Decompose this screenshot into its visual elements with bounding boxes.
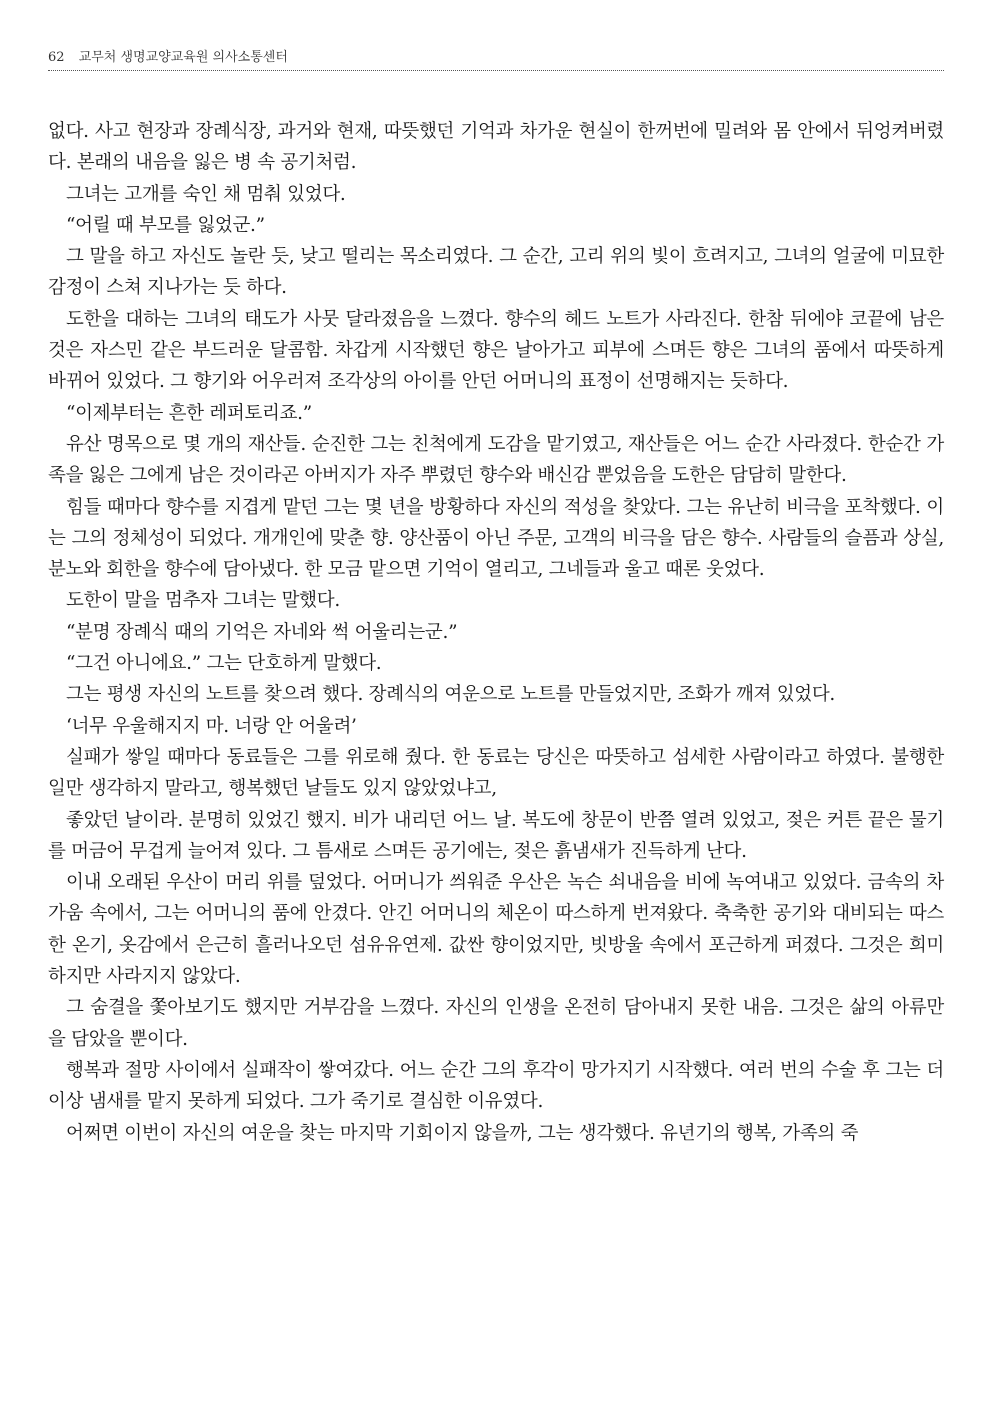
page-number: 62 bbox=[48, 50, 65, 65]
running-title: 교무처 생명교양교육원 의사소통센터 bbox=[78, 50, 288, 65]
paragraph: 좋았던 날이라. 분명히 있었긴 했지. 비가 내리던 어느 날. 복도에 창문이 반쯤 열려 있었고, 젖은 커튼 끝은 물기를 머금어 무겁게 늘어져 있다. 그 틈새로 스며든 공기에는, 젖은 흙냄새가 진득하게 난다. bbox=[48, 809, 944, 862]
paragraph: 없다. 사고 현장과 장례식장, 과거와 현재, 따뜻했던 기억과 차가운 현실이 한꺼번에 밀려와 몸 안에서 뒤엉켜버렸다. 본래의 내음을 잃은 병 속 공기처럼. bbox=[48, 121, 944, 174]
paragraph: ‘너무 우울해지지 마. 너랑 안 어울려’ bbox=[66, 715, 357, 737]
paragraph: “분명 장례식 때의 기억은 자네와 썩 어울리는군.” bbox=[66, 621, 458, 643]
paragraph: 이내 오래된 우산이 머리 위를 덮었다. 어머니가 씌워준 우산은 녹슨 쇠내음을 비에 녹여내고 있었다. 금속의 차가움 속에서, 그는 어머니의 품에 안겼다. 안긴 어머니의 체온이 따스하게 번져왔다. 축축한 공기와 대비되는 따스한 온기, 옷감에서 은근히 흘러나오던 섬유유연제. 값싼 향이었지만, 빗방울 속에서 포근하게 퍼졌다. 그것은 희미하지만 사라지지 않았다. bbox=[48, 872, 944, 988]
paragraph: 그 숨결을 쫓아보기도 했지만 거부감을 느꼈다. 자신의 인생을 온전히 담아내지 못한 내음. 그것은 삶의 아류만을 담았을 뿐이다. bbox=[48, 997, 944, 1050]
paragraph: 도한이 말을 멈추자 그녀는 말했다. bbox=[66, 590, 340, 612]
body-text bbox=[48, 116, 944, 1149]
header-divider bbox=[48, 70, 944, 71]
running-header bbox=[48, 46, 944, 70]
paragraph: 어쩌면 이번이 자신의 여운을 찾는 마지막 기회이지 않을까, 그는 생각했다. 유년기의 행복, 가족의 죽 bbox=[66, 1122, 859, 1144]
paragraph: 그녀는 고개를 숙인 채 멈춰 있었다. bbox=[66, 183, 346, 205]
paragraph: “이제부터는 흔한 레퍼토리죠.” bbox=[66, 402, 312, 424]
paragraph: 도한을 대하는 그녀의 태도가 사뭇 달라졌음을 느꼈다. 향수의 헤드 노트가 사라진다. 한참 뒤에야 코끝에 남은 것은 자스민 같은 부드러운 달콤함. 차갑게 시작했던 향은 날아가고 피부에 스며든 향은 그녀의 품에서 따뜻하게 바뀌어 있었다. 그 향기와 어우러져 조각상의 아이를 안던 어머니의 표정이 선명해지는 듯하다. bbox=[48, 308, 944, 393]
paragraph: 유산 명목으로 몇 개의 재산들. 순진한 그는 친척에게 도감을 맡기였고, 재산들은 어느 순간 사라졌다. 한순간 가족을 잃은 그에게 남은 것이라곤 아버지가 자주 뿌렸던 향수와 배신감 뿐었음을 도한은 담담히 말한다. bbox=[48, 433, 944, 487]
paragraph: 그 말을 하고 자신도 놀란 듯, 낮고 떨리는 목소리였다. 그 순간, 고리 위의 빛이 흐려지고, 그녀의 얼굴에 미묘한 감정이 스쳐 지나가는 듯 하다. bbox=[48, 246, 944, 299]
paragraph: “그건 아니에요.” 그는 단호하게 말했다. bbox=[66, 653, 382, 675]
paragraph: 행복과 절망 사이에서 실패작이 쌓여갔다. 어느 순간 그의 후각이 망가지기 시작했다. 여러 번의 수술 후 그는 더 이상 냄새를 맡지 못하게 되었다. 그가 죽기로 결심한 이유였다. bbox=[48, 1059, 944, 1113]
paragraph: 실패가 쌓일 때마다 동료들은 그를 위로해 줬다. 한 동료는 당신은 따뜻하고 섬세한 사람이라고 하였다. 불행한 일만 생각하지 말라고, 행복했던 날들도 있지 않았었냐고, bbox=[48, 746, 944, 800]
paragraph: “어릴 때 부모를 잃었군.” bbox=[66, 214, 265, 236]
paragraph: 그는 평생 자신의 노트를 찾으려 했다. 장례식의 여운으로 노트를 만들었지만, 조화가 깨져 있었다. bbox=[66, 684, 835, 706]
paragraph: 힘들 때마다 향수를 지겹게 맡던 그는 몇 년을 방황하다 자신의 적성을 찾았다. 그는 유난히 비극을 포착했다. 이는 그의 정체성이 되었다. 개개인에 맞춘 향. 양산품이 아닌 주문, 고객의 비극을 담은 향수. 사람들의 슬픔과 상실, 분노와 회한을 향수에 담아냈다. 한 모금 맡으면 기억이 열리고, 그네들과 울고 때론 웃었다. bbox=[48, 496, 944, 581]
